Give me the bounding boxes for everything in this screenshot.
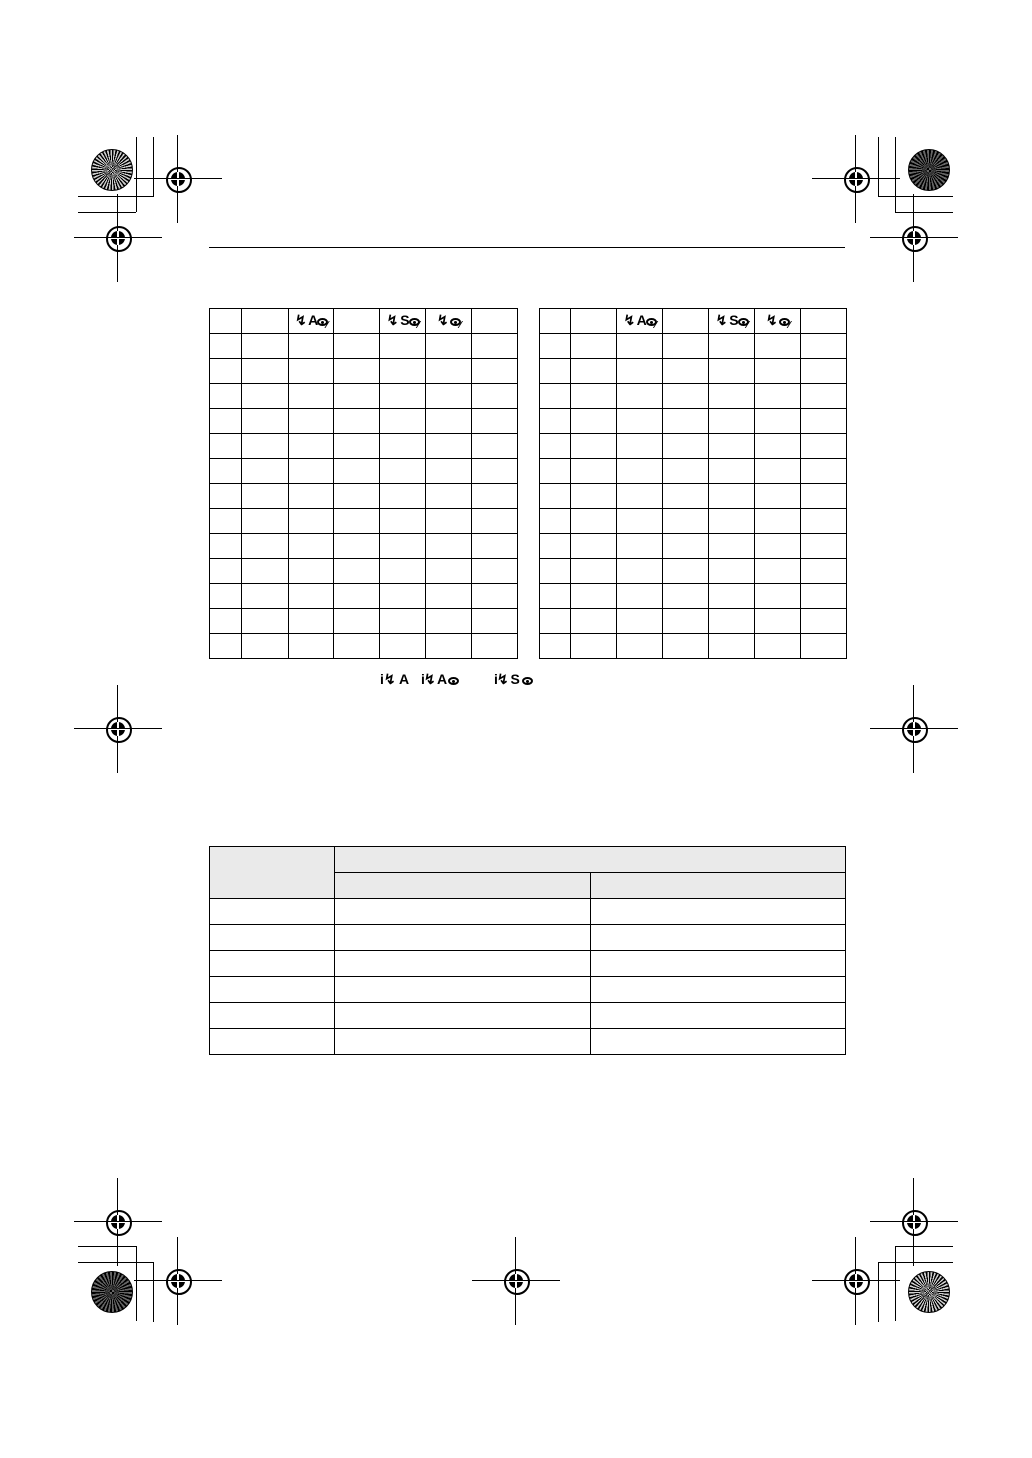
flash-range-table-left: [209, 308, 518, 659]
table-body: [540, 334, 847, 659]
crop-line: [895, 1246, 896, 1321]
table-row: [210, 409, 518, 434]
table-cell: [540, 309, 571, 334]
table-row: [210, 1003, 846, 1029]
table-header-cell: [755, 309, 801, 334]
table-header-cell: [335, 873, 591, 899]
table-row: [210, 899, 846, 925]
crop-line: [878, 196, 953, 197]
table-cell: [210, 309, 242, 334]
table-header-cell: [591, 873, 846, 899]
registration-mark: [896, 220, 932, 256]
table-row: [210, 509, 518, 534]
flash-range-table-right: [539, 308, 847, 659]
crop-line: [78, 212, 136, 213]
table-row: [540, 459, 847, 484]
table-header-cell: [289, 309, 334, 334]
glyph-text: i↯ A: [421, 671, 446, 687]
glyph-text: i↯ A: [380, 671, 410, 687]
crop-line: [878, 137, 879, 197]
flash-slow-sync-redeye-icon: ↯ S $_⁄$: [386, 311, 419, 331]
crop-line: [136, 137, 137, 212]
color-target-bottom-left: [91, 1271, 133, 1313]
table-row: [540, 609, 847, 634]
crop-line: [153, 1262, 154, 1322]
registration-mark: [896, 711, 932, 747]
crop-line: [78, 1246, 136, 1247]
flash-auto-redeye-icon: ↯ A $_⁄$: [623, 311, 656, 331]
table-header-cell: [709, 309, 755, 334]
crop-line: [878, 1262, 879, 1322]
registration-mark: [100, 220, 136, 256]
table-row: [540, 634, 847, 659]
table-body: [210, 334, 518, 659]
table-row: [210, 334, 518, 359]
table-row: [210, 359, 518, 384]
table-row: [540, 534, 847, 559]
glyph-text: ↯ S: [386, 311, 409, 328]
crop-line: [895, 137, 896, 212]
header-rule: [209, 247, 845, 248]
intelligent-flash-auto-redeye-icon: [421, 671, 459, 688]
table-row: [210, 584, 518, 609]
table-header-cell: [335, 847, 846, 873]
registration-mark: [160, 161, 196, 197]
table-header-cell: [617, 309, 663, 334]
glyph-text: ↯ A: [623, 311, 646, 328]
table-header-cell: [426, 309, 472, 334]
settings-table: [209, 846, 846, 1055]
table-row: [540, 434, 847, 459]
table-row: [210, 609, 518, 634]
color-target-bottom-right: [908, 1271, 950, 1313]
table-row: [210, 977, 846, 1003]
table-header-cell: [380, 309, 426, 334]
registration-mark: [100, 711, 136, 747]
flash-slow-sync-redeye-icon: ↯ S $_⁄$: [715, 311, 748, 331]
glyph-text: ↯: [436, 311, 448, 328]
table-row: [540, 384, 847, 409]
table-row: [210, 634, 518, 659]
table-row: [210, 384, 518, 409]
table-cell: [334, 309, 380, 334]
table-row: [540, 359, 847, 384]
table-row: [540, 509, 847, 534]
registration-mark: [160, 1263, 196, 1299]
crop-line: [153, 137, 154, 197]
glyph-text: i↯ S: [494, 671, 519, 687]
glyph-text: ↯: [765, 311, 777, 328]
table-row: [210, 484, 518, 509]
table-row: [210, 1029, 846, 1055]
flash-forced-on-redeye-icon: ↯ $_⁄$: [436, 311, 461, 331]
table-header-cell: [210, 847, 335, 899]
table-header-row: [210, 847, 846, 873]
table-cell: [242, 309, 289, 334]
registration-mark: [838, 1263, 874, 1299]
registration-mark: [896, 1204, 932, 1240]
intelligent-flash-auto-icon: [380, 671, 409, 688]
table-row: [210, 434, 518, 459]
table-row: [210, 459, 518, 484]
table-cell: [571, 309, 617, 334]
table-row: [210, 534, 518, 559]
table-row: [540, 334, 847, 359]
table-row: [540, 484, 847, 509]
table-row: [210, 925, 846, 951]
table-row: [540, 584, 847, 609]
table-row: [210, 559, 518, 584]
glyph-text: ↯ S: [715, 311, 738, 328]
crop-line: [78, 196, 153, 197]
intelligent-flash-slow-redeye-icon: [494, 671, 533, 688]
registration-mark: [100, 1204, 136, 1240]
table-cell: [801, 309, 847, 334]
registration-mark: [498, 1263, 534, 1299]
table-row: [540, 559, 847, 584]
color-target-top-left: [91, 149, 133, 191]
crop-line: [878, 1262, 953, 1263]
flash-forced-on-redeye-icon: ↯ $_⁄$: [765, 311, 790, 331]
registration-mark: [838, 161, 874, 197]
crop-line: [78, 1262, 153, 1263]
table-row: [540, 409, 847, 434]
crop-line: [895, 1246, 953, 1247]
table-cell: [472, 309, 518, 334]
table-cell: [663, 309, 709, 334]
crop-line: [895, 212, 953, 213]
flash-auto-redeye-icon: ↯ A $_⁄$: [295, 311, 327, 331]
table-row: [210, 951, 846, 977]
glyph-text: ↯ A: [295, 311, 318, 328]
crop-line: [136, 1246, 137, 1321]
color-target-top-right: [908, 149, 950, 191]
